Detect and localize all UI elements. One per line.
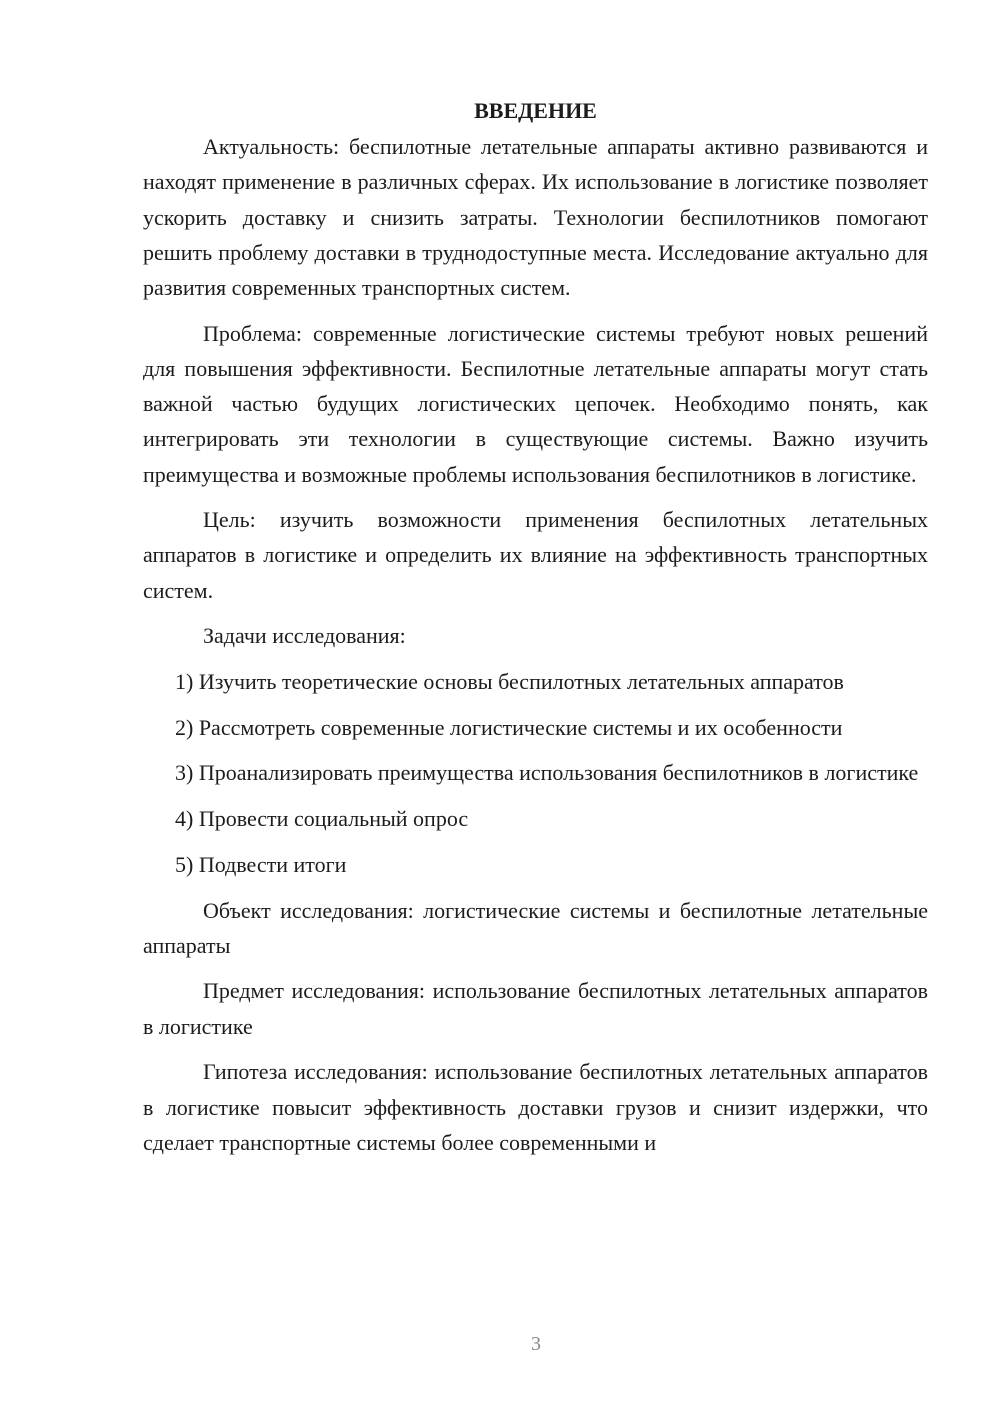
- task-item: 3) Проанализировать преимущества использования беспилотников в логистике: [175, 760, 919, 786]
- task-item: 2) Рассмотреть современные логистические системы и их особенности: [175, 714, 843, 740]
- paragraph-tasks-heading: Задачи исследования:: [203, 623, 406, 649]
- section-title: ВВЕДЕНИЕ: [474, 98, 597, 123]
- paragraph-goal: Цель: изучить возможности применения беспилотных летательных аппаратов в логистике и определить их влияние на эффективность транспортных систем.: [143, 507, 928, 603]
- page-content: [143, 93, 928, 1170]
- paragraph-relevance: Актуальность: беспилотные летательные аппараты активно развиваются и находят применение в различных сферах. Их использование в логистике позволяет ускорить доставку и снизить затраты. Технологии беспилотников помогают решить проблему доставки в труднодоступные места. Исследование актуально для развития современных транспортных систем.: [143, 134, 928, 301]
- paragraph-problem: Проблема: современные логистические системы требуют новых решений для повышения эффективности. Беспилотные летательные аппараты могут стать важной частью будущих логистических цепочек. Необходимо понять, как интегрировать эти технологии в существующие системы. Важно изучить преимущества и возможные проблемы использования беспилотников в логистике.: [143, 320, 928, 487]
- paragraph-subject: Предмет исследования: использование беспилотных летательных аппаратов в логистике: [143, 978, 928, 1039]
- task-item: 1) Изучить теоретические основы беспилотных летательных аппаратов: [175, 669, 844, 695]
- task-item: 5) Подвести итоги: [175, 851, 347, 877]
- task-item: 4) Провести социальный опрос: [175, 806, 469, 832]
- paragraph-object: Объект исследования: логистические системы и беспилотные летательные аппараты: [143, 897, 928, 958]
- paragraph-hypothesis: Гипотеза исследования: использование беспилотных летательных аппаратов в логистике повысит эффективность доставки грузов и снизит издержки, что сделает транспортные системы более современными и: [143, 1059, 928, 1155]
- page-number: 3: [531, 1333, 541, 1355]
